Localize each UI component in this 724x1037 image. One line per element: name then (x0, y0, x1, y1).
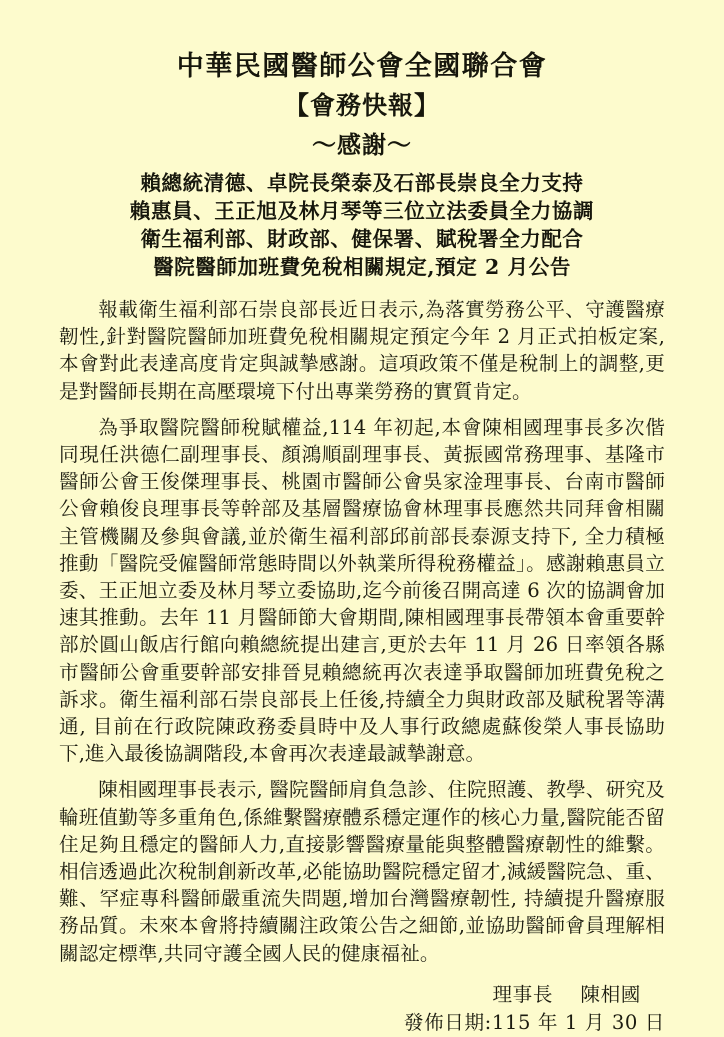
signature-block (59, 981, 665, 1037)
subtitle-line-1: 賴總統清德、卓院長榮泰及石部長崇良全力支持 (140, 171, 584, 196)
subtitle-line-2: 賴惠員、王正旭及林月琴等三位立法委員全力協調 (129, 199, 595, 224)
thanks-title: 〜感謝〜 (312, 130, 412, 160)
organization-title: 中華民國醫師公會全國聯合會 (176, 51, 548, 82)
publish-date: 發佈日期:115 年 1 月 30 日 (403, 1010, 665, 1034)
bulletin-title: 【會務快報】 (283, 90, 440, 120)
body-paragraph-3: 陳相國理事長表示, 醫院醫師肩負急診、住院照護、教學、研究及輪班值勤等多重角色,係維繫醫療體系穩定運作的核心力量,醫院能否留住足夠且穩定的醫師人力,直接影響醫療量能與整體醫療韌性的維繫。相信透過此次稅制創新改革,必能協助醫院穩定留才,減緩醫院急、重、難、罕症專科醫師嚴重流失問題,增加台灣醫療韌性, 持續提升醫療服務品質。未來本會將持續關注政策公告之細節,並協助醫師會員理解相關認定標準,共同守護全國人民的健康福祉。 (59, 778, 665, 965)
body-paragraph-1: 報載衛生福利部石崇良部長近日表示,為落實勞務公平、守護醫療韌性,針對醫院醫師加班費免稅相關規定預定今年 2 月正式拍板定案,本會對此表達高度肯定與誠摯感謝。這項政策不僅是稅制上的調整,更是對醫師長期在高壓環境下付出專業勞務的實質肯定。 (59, 297, 665, 403)
subtitle-line-3: 衛生福利部、財政部、健保署、賦稅署全力配合 (140, 227, 584, 252)
signature-name: 陳相國 (580, 982, 641, 1006)
body-paragraph-2: 為爭取醫院醫師稅賦權益,114 年初起,本會陳相國理事長多次偕同現任洪德仁副理事長、顏鴻順副理事長、黃振國常務理事、基隆市醫師公會王俊傑理事長、桃園市醫師公會吳家淦理事長、台南市醫師公會賴俊良理事長等幹部及基層醫療協會林理事長應然共同拜會相關主管機關及參與會議,並於衛生福利部邱前部長泰源支持下, 全力積極推動「醫院受僱醫師常態時間以外執業所得稅務權益」。感謝賴惠員立委、王正旭立委及林月琴立委協助,迄今前後召開高達 6 次的協調會加速其推動。去年 11 月醫師節大會期間,陳相國理事長帶領本會重要幹部於圓山飯店行館向賴總統提出建言,更於去年 11 月 26 日率領各縣市醫師公會重要幹部安排晉見賴總統再次表達爭取醫師加班費免稅之訴求。衛生福利部石崇良部長上任後,持續全力與財政部及賦稅署等溝通, 目前在行政院陳政務委員時中及人事行政總處蘇俊榮人事長協助下,進入最後協調階段,本會再次表達最誠摯謝意。 (59, 415, 665, 766)
signature-name-line (59, 981, 665, 1009)
document-header (0, 0, 724, 160)
subtitle-line-4: 醫院醫師加班費免稅相關規定,預定 2 月公告 (153, 255, 571, 280)
document-body (59, 296, 665, 967)
subtitle-block (0, 170, 724, 282)
signature-title-label: 理事長 (492, 982, 554, 1006)
